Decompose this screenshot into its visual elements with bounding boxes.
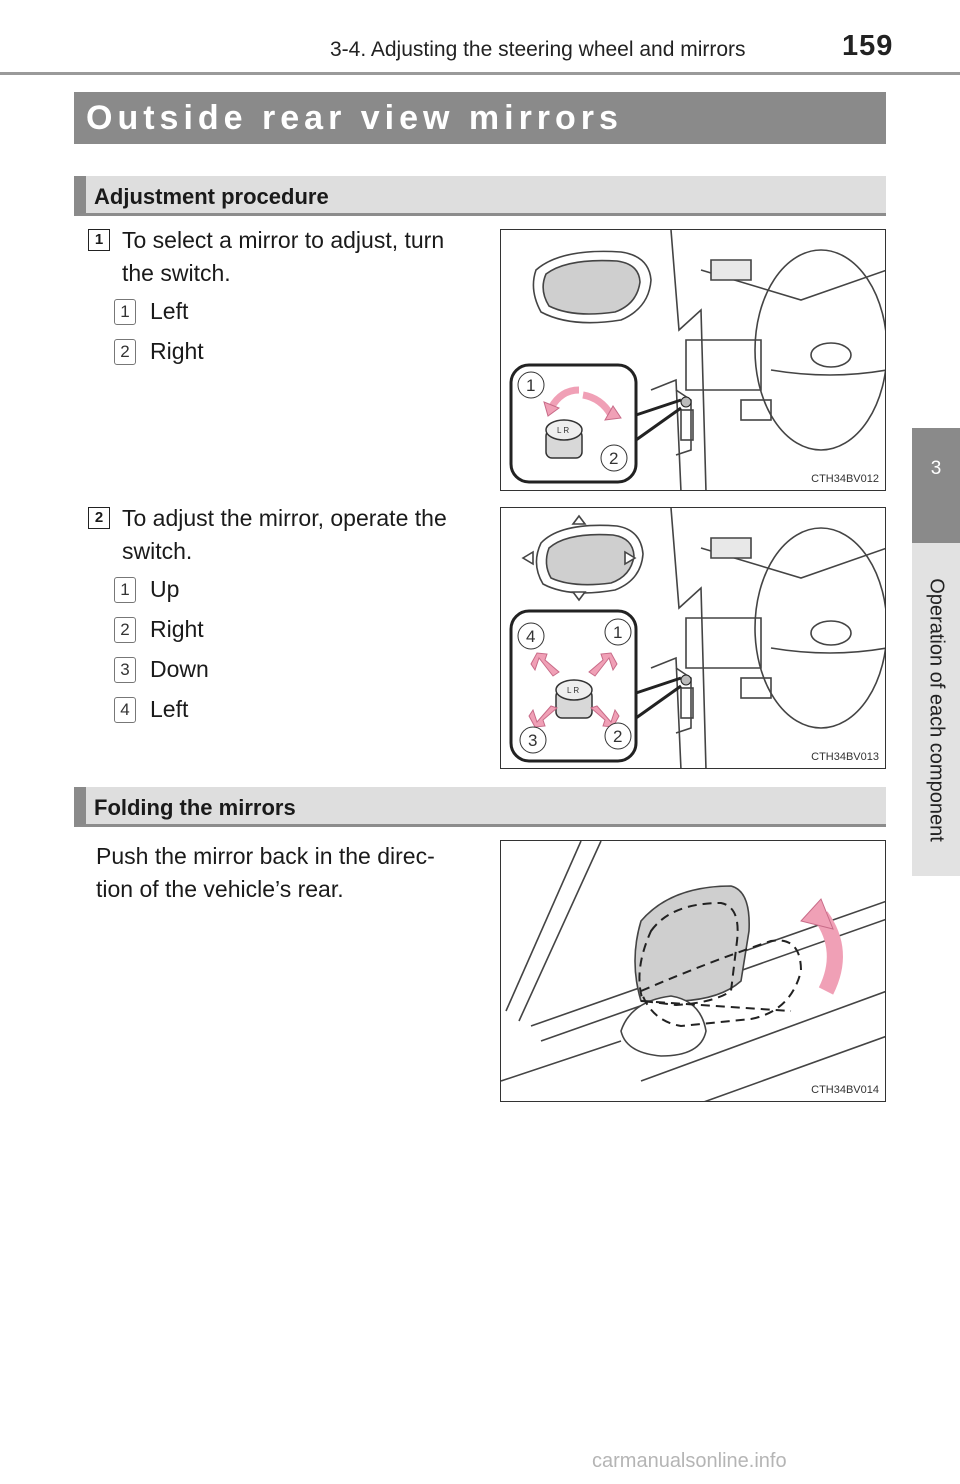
step-1-item-1-label: Left — [150, 298, 189, 324]
subsection-title-adjustment: Adjustment procedure — [94, 184, 329, 209]
svg-text:1: 1 — [613, 623, 623, 642]
step-1-item-1-number: 1 — [114, 299, 136, 325]
chapter-number: 3 — [930, 458, 942, 479]
chapter-title: Operation of each component — [925, 578, 948, 842]
step-2-item-3-label: Down — [150, 656, 209, 682]
page-number: 159 — [842, 30, 894, 62]
step-1-marker: 1 — [88, 229, 110, 251]
step-2-item-4-number: 4 — [114, 697, 136, 723]
step-2-item-1-label: Up — [150, 576, 180, 602]
mirror-select-illustration — [501, 230, 886, 491]
figure-mirror-select-switch — [500, 229, 886, 491]
header-rule — [0, 72, 960, 75]
step-2-item-2-number: 2 — [114, 617, 136, 643]
step-2-item-3-number: 3 — [114, 657, 136, 683]
figure-mirror-adjust-switch — [500, 507, 886, 769]
svg-text:L R: L R — [567, 686, 580, 695]
step-2-text-line1: To adjust the mirror, operate the — [122, 505, 447, 531]
section-title: Outside rear view mirrors — [86, 99, 623, 137]
step-2-marker: 2 — [88, 507, 110, 529]
figure-mirror-folding — [500, 840, 886, 1102]
folding-text-line1: Push the mirror back in the direc- — [96, 843, 435, 869]
svg-text:1: 1 — [526, 376, 536, 395]
svg-text:2: 2 — [613, 727, 623, 746]
step-1-text-line2: the switch. — [122, 260, 231, 286]
figure-code-3: CTH34BV014 — [811, 1084, 879, 1096]
mirror-adjust-illustration — [501, 508, 886, 769]
step-2-text-line2: switch. — [122, 538, 193, 564]
svg-text:L R: L R — [557, 426, 570, 435]
step-1-text-line1: To select a mirror to adjust, turn — [122, 227, 445, 253]
folding-text-line2: tion of the vehicle’s rear. — [96, 876, 344, 902]
chapter-tab — [912, 428, 960, 543]
step-2-item-1-number: 1 — [114, 577, 136, 603]
svg-text:3: 3 — [528, 731, 538, 750]
step-1-item-2-label: Right — [150, 338, 204, 364]
mirror-folding-illustration — [501, 841, 886, 1102]
svg-text:2: 2 — [609, 449, 619, 468]
running-header-title: 3-4. Adjusting the steering wheel and mirrors — [330, 38, 746, 61]
subsection-title-folding: Folding the mirrors — [94, 795, 296, 820]
step-2-item-4-label: Left — [150, 696, 189, 722]
step-1-item-2-number: 2 — [114, 339, 136, 365]
svg-text:4: 4 — [526, 627, 536, 646]
step-2-item-2-label: Right — [150, 616, 204, 642]
figure-code-2: CTH34BV013 — [811, 751, 879, 763]
watermark: carmanualsonline.info — [592, 1450, 787, 1472]
figure-code-1: CTH34BV012 — [811, 473, 879, 485]
